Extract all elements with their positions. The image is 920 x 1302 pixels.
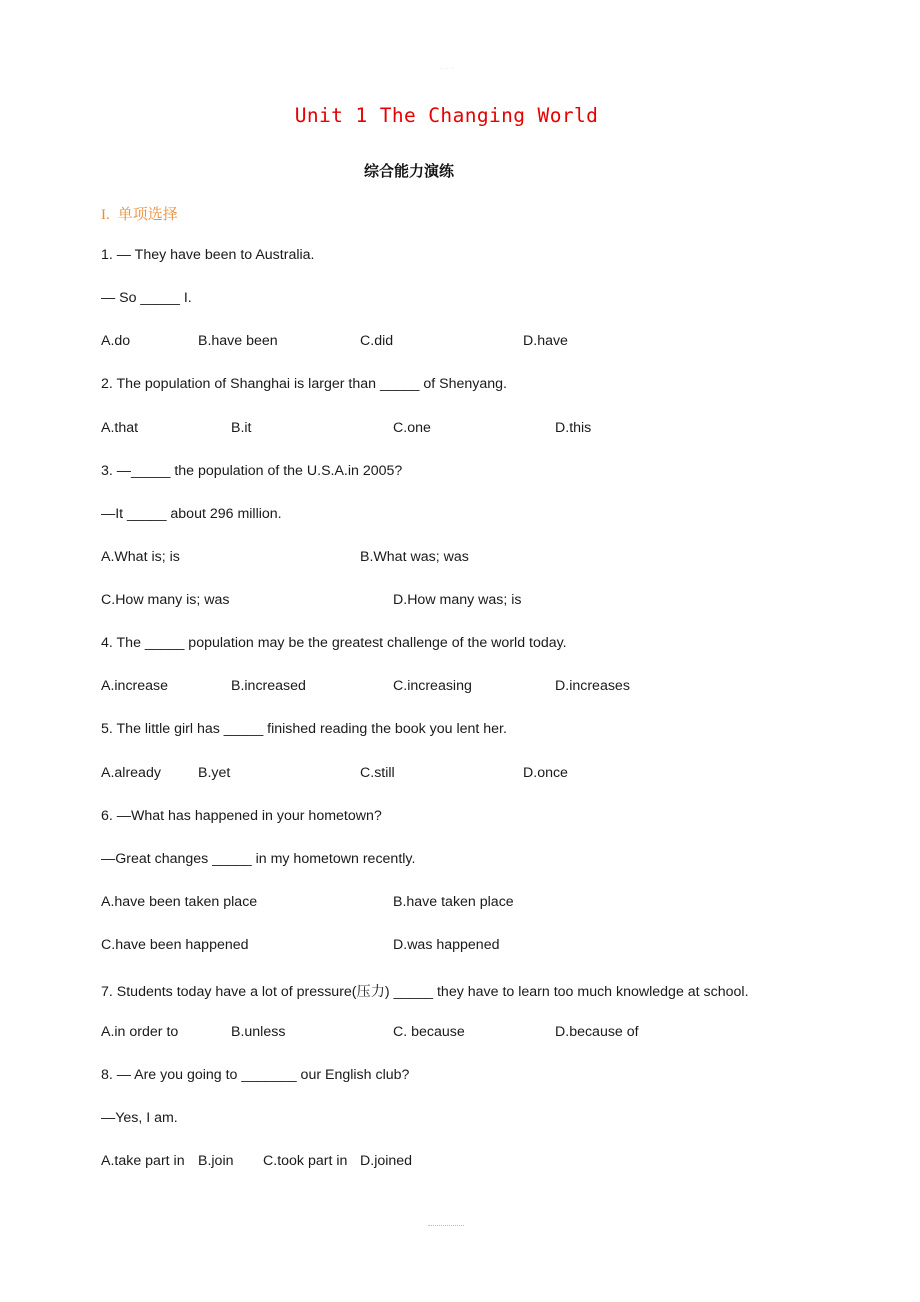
question-4-stem: 4. The _____ population may be the greatest challenge of the world today. <box>101 635 567 651</box>
question-7-chinese-gloss: 压力 <box>356 984 385 1000</box>
question-5-option-d: D.once <box>523 765 568 781</box>
question-4-option-b: B.increased <box>231 678 306 694</box>
question-7-stem-start: 7. Students today have a lot of pressure( <box>101 984 357 1000</box>
unit-title: Unit 1 The Changing World <box>294 104 599 127</box>
question-4-option-c: C.increasing <box>393 678 472 694</box>
section-heading <box>101 203 178 224</box>
question-6-reply: —Great changes _____ in my hometown recently. <box>101 851 416 867</box>
question-3-option-b: B.What was; was <box>360 549 469 565</box>
question-5-option-c: C.still <box>360 765 395 781</box>
question-1-option-c: C.did <box>360 333 394 349</box>
question-1-option-b: B.have been <box>198 333 278 349</box>
question-2-option-a: A.that <box>101 420 139 436</box>
question-3-reply: —It _____ about 296 million. <box>101 506 282 522</box>
question-3-option-a: A.What is; is <box>101 549 180 565</box>
question-8-option-b: B.join <box>198 1153 234 1169</box>
question-6-stem: 6. —What has happened in your hometown? <box>101 808 382 824</box>
question-2-stem: 2. The population of Shanghai is larger than _____ of Shenyang. <box>101 376 507 392</box>
footer-divider <box>428 1225 464 1226</box>
question-8-option-c: C.took part in <box>263 1153 348 1169</box>
question-2-option-d: D.this <box>555 420 592 436</box>
question-5-option-a: A.already <box>101 765 161 781</box>
question-2-option-b: B.it <box>231 420 252 436</box>
question-5-stem: 5. The little girl has _____ finished reading the book you lent her. <box>101 721 507 737</box>
question-1-option-a: A.do <box>101 333 131 349</box>
question-7-stem-end: ) _____ they have to learn too much knowledge at school. <box>384 984 749 1000</box>
question-7-option-b: B.unless <box>231 1024 286 1040</box>
question-7-option-c: C. because <box>393 1024 465 1040</box>
question-3-option-c: C.How many is; was <box>101 592 230 608</box>
question-5-option-b: B.yet <box>198 765 231 781</box>
subtitle: 综合能力演练 <box>363 163 454 180</box>
question-4-option-d: D.increases <box>555 678 630 694</box>
question-8-stem: 8. — Are you going to _______ our English club? <box>101 1067 410 1083</box>
question-6-option-c: C.have been happened <box>101 937 249 953</box>
question-3-option-d: D.How many was; is <box>393 592 522 608</box>
header-dots: · · · <box>440 66 455 72</box>
question-4-option-a: A.increase <box>101 678 169 694</box>
question-3-stem: 3. —_____ the population of the U.S.A.in 2005? <box>101 463 403 479</box>
question-7-option-d: D.because of <box>555 1024 639 1040</box>
question-6-option-d: D.was happened <box>393 937 500 953</box>
question-8-reply: —Yes, I am. <box>101 1110 178 1126</box>
question-7-stem <box>101 981 749 1001</box>
section-label: 单项选择 <box>117 206 178 223</box>
question-6-option-a: A.have been taken place <box>101 894 258 910</box>
question-1-option-d: D.have <box>523 333 568 349</box>
question-1-stem: 1. — They have been to Australia. <box>101 247 315 263</box>
question-7-option-a: A.in order to <box>101 1024 179 1040</box>
question-1-reply: — So _____ I. <box>101 290 192 306</box>
question-6-option-b: B.have taken place <box>393 894 514 910</box>
question-8-option-d: D.joined <box>360 1153 413 1169</box>
section-number: I. <box>101 207 110 223</box>
question-2-option-c: C.one <box>393 420 431 436</box>
question-8-option-a: A.take part in <box>101 1153 185 1169</box>
